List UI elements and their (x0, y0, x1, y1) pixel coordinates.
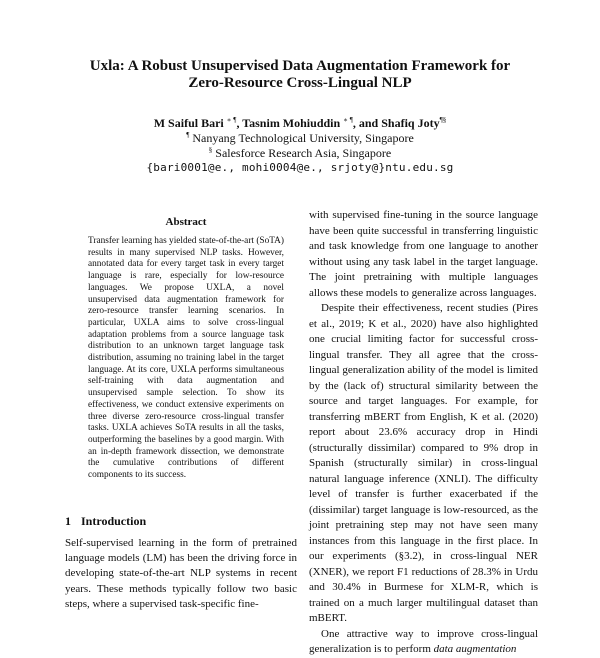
affiliation-text: Salesforce Research Asia, Singapore (215, 146, 392, 160)
affiliation (0, 131, 600, 145)
affiliation-mark: § (208, 146, 213, 154)
affiliation-text: Nanyang Technological University, Singapore (192, 131, 414, 145)
author-marks: ∗ ¶ (226, 116, 237, 124)
author-separator: , and (352, 116, 382, 130)
author-marks: ∗ ¶ (343, 116, 353, 124)
introduction-text (65, 536, 297, 612)
body-paragraph: with supervised fine-tuning in the source language have been quite successful in transferring linguistic and task knowledge from one language to another without using any task label in the target language. The joint pretraining with multiple languages allows these models to generalize across languages. (309, 209, 538, 299)
paper-title (0, 58, 600, 92)
section-number: 1 (65, 514, 71, 528)
section-title: Introduction (81, 514, 147, 528)
author-emails: {bari0001@e., mohi0004@e., srjoty@}ntu.edu.sg (146, 161, 454, 174)
author-list (0, 116, 600, 130)
title-line-1: Uxla: A Robust Unsupervised Data Augmentation Framework for (89, 58, 511, 74)
body-paragraph: Despite their effectiveness, recent studies (Pires et al., 2019; K et al., 2020) have also highlighted one crucial limiting factor for successful cross-lingual transfer. They all agree that the cross-lingual generalization ability of the model is limited by the (lack of) structural similarity between the source and target languages. For example, for transferring mBERT from English, K et al. (2020) report about 23.6% accuracy drop in Hindi (structurally dissimilar) compared to 9% drop in Spanish (structurally similar) in cross-lingual natural language inference (XNLI). The difficulty level of transfer is further exacerbated if the (dissimilar) target language is low-resourced, as the joint pretraining step may not have seen many instances from this language in the first place. In our experiments (§3.2), in cross-lingual NER (XNER), we report F1 reductions of 28.3% in Urdu and 30.4% in Burmese for XLM-R, which is trained on a much larger multilingual dataset than mBERT. (309, 302, 538, 624)
abstract-text (88, 236, 284, 482)
author-name: M Saiful Bari (153, 116, 224, 130)
author-name: Shafiq Joty (381, 116, 440, 130)
body-paragraph (309, 627, 538, 658)
affiliation-mark: ¶ (186, 131, 190, 139)
author-separator: , (236, 116, 243, 130)
affiliation (0, 146, 600, 160)
author-name: Tasnim Mohiuddin (242, 116, 341, 130)
section-heading (65, 514, 295, 529)
abstract-heading: Abstract (165, 216, 207, 228)
body-paragraph: Self-supervised learning in the form of pretrained language models (LM) has been the driving force in developing state-of-the-art NLP systems in recent years. These methods typically follow two basic steps, where a supervised task-specific fine- (65, 537, 297, 610)
title-line-2: Zero-Resource Cross-Lingual NLP (188, 75, 412, 91)
right-column-text (309, 208, 538, 658)
abstract-paragraph: Transfer learning has yielded state-of-the-art (SoTA) results in many supervised NLP tasks. However, annotated data for every target task in every target language is rare, especially for low-resource languages. We propose UXLA, a novel unsupervised data augmentation framework for zero-resource transfer learning scenarios. In particular, UXLA aims to solve cross-lingual adaptation problems from a source language task distribution to an unknown target language task distribution, assuming no training label in the target language. At its core, UXLA performs simultaneous self-training with data augmentation and unsupervised sample selection. To show its effectiveness, we conduct extensive experiments on three diverse zero-resource cross-lingual transfer tasks. UXLA achieves SoTA results in all the tasks, outperforming the baselines by a good margin. With an in-depth framework dissection, we demonstrate the cumulative contributions of different components to its success. (88, 236, 284, 481)
paragraph-italic-text: data augmentation (433, 643, 517, 655)
author-marks: ¶§ (439, 116, 447, 124)
paragraph-text: One attractive way to improve cross-lingual generalization is to perform (309, 627, 538, 655)
